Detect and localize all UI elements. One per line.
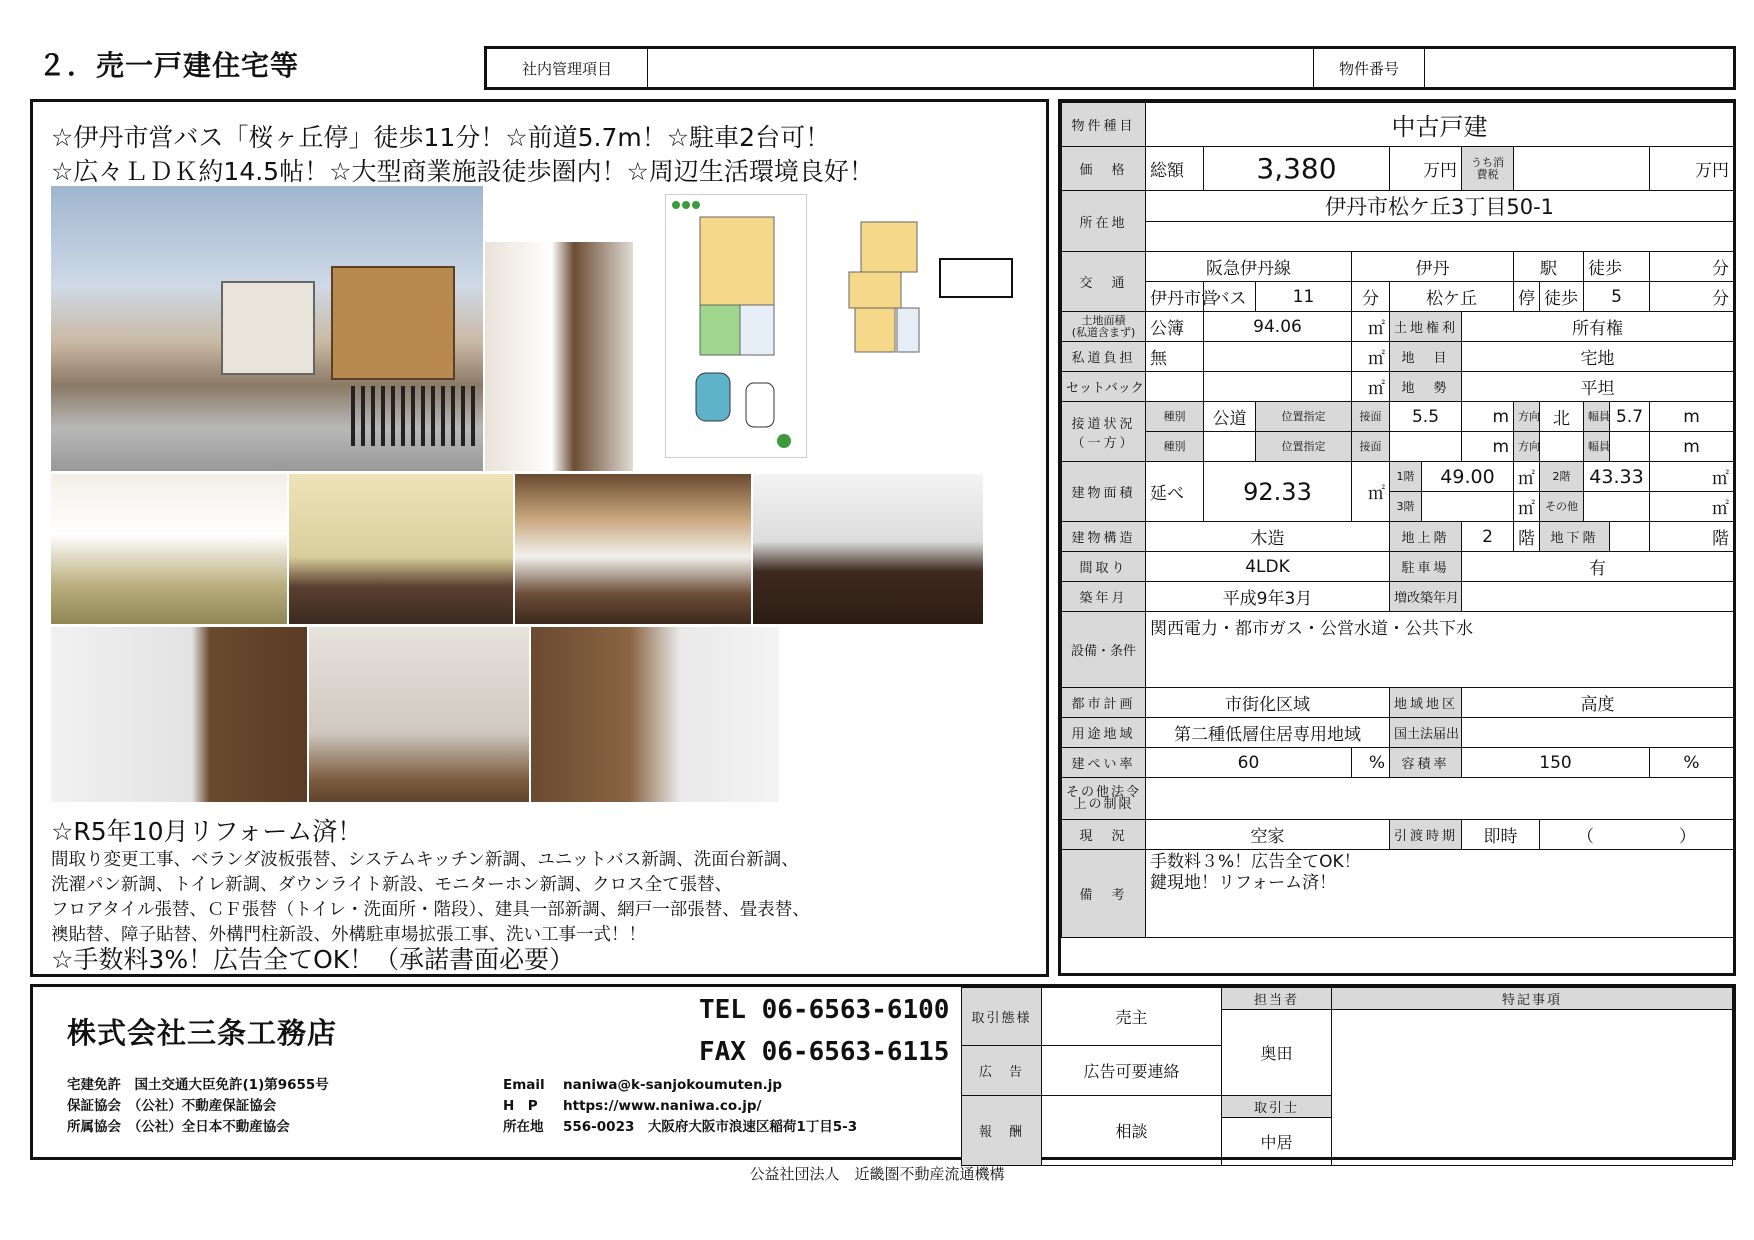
road2-width-label: 幅員 xyxy=(1584,432,1610,462)
reform-line: 洗濯パン新調、トイレ新調、ダウンライト新設、モニターホン新調、クロス全て張替、 xyxy=(51,875,733,895)
deal-table xyxy=(961,987,1733,1157)
far-unit: % xyxy=(1650,748,1734,778)
fax-number: 06-6563-6115 xyxy=(761,1037,950,1067)
setback-value xyxy=(1146,372,1204,402)
floor-plan-2f xyxy=(841,212,931,362)
price-sub: 総額 xyxy=(1146,147,1204,191)
road-label: 接道状況 （一方） xyxy=(1062,402,1146,462)
road-pos-label: 位置指定 xyxy=(1256,402,1352,432)
road-kind: 公道 xyxy=(1204,402,1256,432)
line2-stop-suffix: 停 xyxy=(1514,282,1540,312)
structure-value: 木造 xyxy=(1146,522,1390,552)
toilet-photo xyxy=(309,627,529,802)
tatami-room-photo xyxy=(51,474,287,624)
other-value xyxy=(1146,778,1734,820)
line2-unit: 分 xyxy=(1650,282,1734,312)
line2-line: 伊丹市営 xyxy=(1146,282,1204,312)
contact-block: Email naniwa@k-sanjokoumuten.jp H P https://www.naniwa.co.jp/ 所在地 556-0023 大阪府大阪市浪速区稲荷1丁目5-3 xyxy=(503,1077,858,1135)
floor3-label: 3階 xyxy=(1390,492,1422,522)
reform-line: 襖貼替、障子貼替、外構門柱新設、外構駐車場拡張工事、洗い工事一式！！ xyxy=(51,925,646,945)
property-type: 中古戸建 xyxy=(1146,103,1734,147)
headline-2: ☆広々ＬＤＫ約14.5帖！☆大型商業施設徒歩圏内！☆周辺生活環境良好！ xyxy=(51,157,874,186)
private-road-value: 無 xyxy=(1146,342,1204,372)
land-category-value: 宅地 xyxy=(1462,342,1734,372)
road2-kind xyxy=(1204,432,1256,462)
land-area-value: 94.06 xyxy=(1204,312,1352,342)
mgmt-value xyxy=(648,49,1314,87)
layout-value: 4LDK xyxy=(1146,552,1390,582)
fee-label: 報 酬 xyxy=(962,1096,1042,1166)
zoning-label: 用途地域 xyxy=(1062,718,1146,748)
road2-dir xyxy=(1540,432,1584,462)
road-contact-unit: m xyxy=(1462,402,1514,432)
remarks-value xyxy=(1146,850,1734,938)
national-value xyxy=(1462,718,1734,748)
person-label: 担当者 xyxy=(1222,988,1332,1010)
property-no-label: 物件番号 xyxy=(1314,49,1425,87)
floor1-value: 49.00 xyxy=(1422,462,1514,492)
notes-value xyxy=(1332,1010,1733,1166)
line1-station: 伊丹 xyxy=(1352,252,1514,282)
road2-kind-label: 種別 xyxy=(1146,432,1204,462)
price-value: 3,380 xyxy=(1204,147,1390,191)
line1-unit: 分 xyxy=(1650,252,1734,282)
management-bar xyxy=(484,46,1736,90)
above-unit: 階 xyxy=(1514,522,1540,552)
handover-value: 即時 xyxy=(1462,820,1540,850)
remarks-line: 手数料３%！広告全てOK！ xyxy=(1150,852,1361,872)
fee-value: 相談 xyxy=(1042,1096,1222,1166)
setback-label: セットバック xyxy=(1062,372,1146,402)
page-title: ２．売一戸建住宅等 xyxy=(38,49,300,82)
floor1-label: 1階 xyxy=(1390,462,1422,492)
facility-label: 設備・条件 xyxy=(1062,612,1146,688)
mgmt-label: 社内管理項目 xyxy=(487,49,648,87)
structure-label: 建物構造 xyxy=(1062,522,1146,552)
road-dir: 北 xyxy=(1540,402,1584,432)
road-width: 5.7 xyxy=(1610,402,1650,432)
city-plan-label: 都市計画 xyxy=(1062,688,1146,718)
bldg-total-label: 延べ xyxy=(1146,462,1204,522)
private-road-label: 私道負担 xyxy=(1062,342,1146,372)
terrain-value: 平坦 xyxy=(1462,372,1734,402)
tax-unit: 万円 xyxy=(1650,147,1734,191)
above-value: 2 xyxy=(1462,522,1514,552)
private-road-area xyxy=(1204,342,1352,372)
floor-other-label: その他 xyxy=(1540,492,1584,522)
floor1-unit: ㎡ xyxy=(1514,462,1540,492)
floor3-unit: ㎡ xyxy=(1514,492,1540,522)
road-dir-label: 方向 xyxy=(1514,402,1540,432)
land-right-label: 土地権利 xyxy=(1390,312,1462,342)
company-name: 株式会社三条工務店 xyxy=(67,1016,338,1050)
fee-note: ☆手数料3%！広告全てOK！（承諾書面必要） xyxy=(51,945,575,974)
photo-panel xyxy=(30,99,1049,977)
land-area-type: 公簿 xyxy=(1146,312,1204,342)
parking-value: 有 xyxy=(1462,552,1734,582)
transport-label: 交 通 xyxy=(1062,252,1146,312)
tel-label: TEL xyxy=(699,995,746,1025)
tax-value xyxy=(1514,147,1650,191)
price-unit: 万円 xyxy=(1390,147,1462,191)
road-width-label: 幅員 xyxy=(1584,402,1610,432)
land-right-value: 所有権 xyxy=(1462,312,1734,342)
living-dining-photo xyxy=(515,474,751,624)
deal-label: 取引態様 xyxy=(962,988,1042,1046)
far-value: 150 xyxy=(1462,748,1650,778)
status-value: 空家 xyxy=(1146,820,1390,850)
terrain-label: 地 勢 xyxy=(1390,372,1462,402)
district-value: 高度 xyxy=(1462,688,1734,718)
line2-walk: 5 xyxy=(1584,282,1650,312)
road-contact: 5.5 xyxy=(1390,402,1462,432)
kitchen-photo xyxy=(753,474,983,624)
deal-value: 売主 xyxy=(1042,988,1222,1046)
bldg-total-value: 92.33 xyxy=(1204,462,1352,522)
tax-label: うち消費税 xyxy=(1462,147,1514,191)
line1-walk-label: 徒歩 xyxy=(1584,252,1650,282)
floor2-value: 43.33 xyxy=(1584,462,1650,492)
license-block: 宅建免許 国土交通大臣免許(1)第9655号 保証協会 （公社）不動産保証協会 所属協会 （公社）全日本不動産協会 xyxy=(67,1077,329,1135)
built-value: 平成9年3月 xyxy=(1146,582,1390,612)
location-label: 所在地 xyxy=(1062,191,1146,252)
handover-paren: （ ） xyxy=(1540,820,1734,850)
tel-line xyxy=(699,995,949,1025)
remarks-line: 鍵現地！リフォーム済！ xyxy=(1150,873,1337,893)
location-extra xyxy=(1146,222,1734,252)
washroom-photo xyxy=(51,627,307,802)
setback-unit: ㎡ xyxy=(1352,372,1390,402)
remarks-label: 備 考 xyxy=(1062,850,1146,938)
land-area-unit: ㎡ xyxy=(1352,312,1390,342)
other-label: その他法令上の制限 xyxy=(1062,778,1146,820)
western-room-photo xyxy=(289,474,513,624)
reform-details xyxy=(51,848,810,948)
floor-other-value xyxy=(1584,492,1650,522)
city-plan-value: 市街化区域 xyxy=(1146,688,1390,718)
road2-contact xyxy=(1390,432,1462,462)
road-contact-label: 接面 xyxy=(1352,402,1390,432)
line1-station-suffix: 駅 xyxy=(1514,252,1584,282)
road-width-unit: m xyxy=(1650,402,1734,432)
above-label: 地上階 xyxy=(1390,522,1462,552)
floor-other-unit: ㎡ xyxy=(1650,492,1734,522)
renov-label: 増改築年月 xyxy=(1390,582,1462,612)
person-value: 奥田 xyxy=(1222,1010,1332,1096)
land-category-label: 地 目 xyxy=(1390,342,1462,372)
below-unit: 階 xyxy=(1650,522,1734,552)
type-label: 物件種目 xyxy=(1062,103,1146,147)
road2-width-unit: m xyxy=(1650,432,1734,462)
facility-value: 関西電力・都市ガス・公営水道・公共下水 xyxy=(1146,612,1734,688)
location-value: 伊丹市松ケ丘3丁目50-1 xyxy=(1146,191,1734,222)
floor3-value xyxy=(1422,492,1514,522)
reform-line: フロアタイル張替、ＣＦ張替（トイレ・洗面所・階段）、建具一部新調、網戸一部張替、畳表替、 xyxy=(51,900,810,920)
district-label: 地域地区 xyxy=(1390,688,1462,718)
line2-bus-min: 11 xyxy=(1256,282,1352,312)
bathroom-photo xyxy=(531,627,779,802)
road-kind-label: 種別 xyxy=(1146,402,1204,432)
notes-label: 特記事項 xyxy=(1332,988,1733,1010)
agent-label: 取引士 xyxy=(1222,1096,1332,1118)
line1-line: 阪急伊丹線 xyxy=(1146,252,1352,282)
coverage-unit: % xyxy=(1352,748,1390,778)
reform-title: ☆R5年10月リフォーム済！ xyxy=(51,817,363,846)
coverage-value: 60 xyxy=(1146,748,1352,778)
national-label: 国土法届出 xyxy=(1390,718,1462,748)
private-road-unit: ㎡ xyxy=(1352,342,1390,372)
fax-line xyxy=(699,1037,949,1067)
road2-width xyxy=(1610,432,1650,462)
coverage-label: 建ぺい率 xyxy=(1062,748,1146,778)
road2-pos-label: 位置指定 xyxy=(1256,432,1352,462)
company-footer xyxy=(30,984,1736,1160)
renov-value xyxy=(1462,582,1734,612)
bldg-total-unit: ㎡ xyxy=(1352,462,1390,522)
status-label: 現 況 xyxy=(1062,820,1146,850)
far-label: 容積率 xyxy=(1390,748,1462,778)
road2-contact-label: 接面 xyxy=(1352,432,1390,462)
ad-label: 広 告 xyxy=(962,1046,1042,1096)
entrance-hall-photo xyxy=(485,242,633,471)
ad-value: 広告可要連絡 xyxy=(1042,1046,1222,1096)
zoning-value: 第二種低層住居専用地域 xyxy=(1146,718,1390,748)
handover-label: 引渡時期 xyxy=(1390,820,1462,850)
road2-contact-unit: m xyxy=(1462,432,1514,462)
floor2-unit: ㎡ xyxy=(1650,462,1734,492)
house-exterior-photo xyxy=(51,186,483,471)
floor2-label: 2階 xyxy=(1540,462,1584,492)
reform-line: 間取り変更工事、ベランダ波板張替、システムキッチン新調、ユニットバス新調、洗面台新調、 xyxy=(51,850,799,870)
below-value xyxy=(1610,522,1650,552)
line2-bus: バス xyxy=(1204,282,1256,312)
organization-name: 公益社団法人 近畿圏不動産流通機構 xyxy=(749,1165,1005,1183)
tel-number: 06-6563-6100 xyxy=(761,995,950,1025)
road2-dir-label: 方向 xyxy=(1514,432,1540,462)
parking-label: 駐車場 xyxy=(1390,552,1462,582)
price-label: 価 格 xyxy=(1062,147,1146,191)
headline-1: ☆伊丹市営バス「桜ヶ丘停」徒歩11分！☆前道5.7m！☆駐車2台可！ xyxy=(51,123,831,152)
fax-label: FAX xyxy=(699,1037,746,1067)
floor-plan-storage xyxy=(939,258,1013,298)
bldg-area-label: 建物面積 xyxy=(1062,462,1146,522)
line2-stop: 松ケ丘 xyxy=(1390,282,1514,312)
floor-plan-1f xyxy=(665,194,807,458)
property-details xyxy=(1058,99,1736,976)
property-no-value xyxy=(1425,49,1733,87)
line2-walk-label: 徒歩 xyxy=(1540,282,1584,312)
land-area-label: 土地面積 (私道含まず) xyxy=(1062,312,1146,342)
below-label: 地下階 xyxy=(1540,522,1610,552)
setback-area xyxy=(1204,372,1352,402)
layout-label: 間取り xyxy=(1062,552,1146,582)
built-label: 築年月 xyxy=(1062,582,1146,612)
agent-value: 中居 xyxy=(1222,1118,1332,1166)
line2-bus-unit: 分 xyxy=(1352,282,1390,312)
